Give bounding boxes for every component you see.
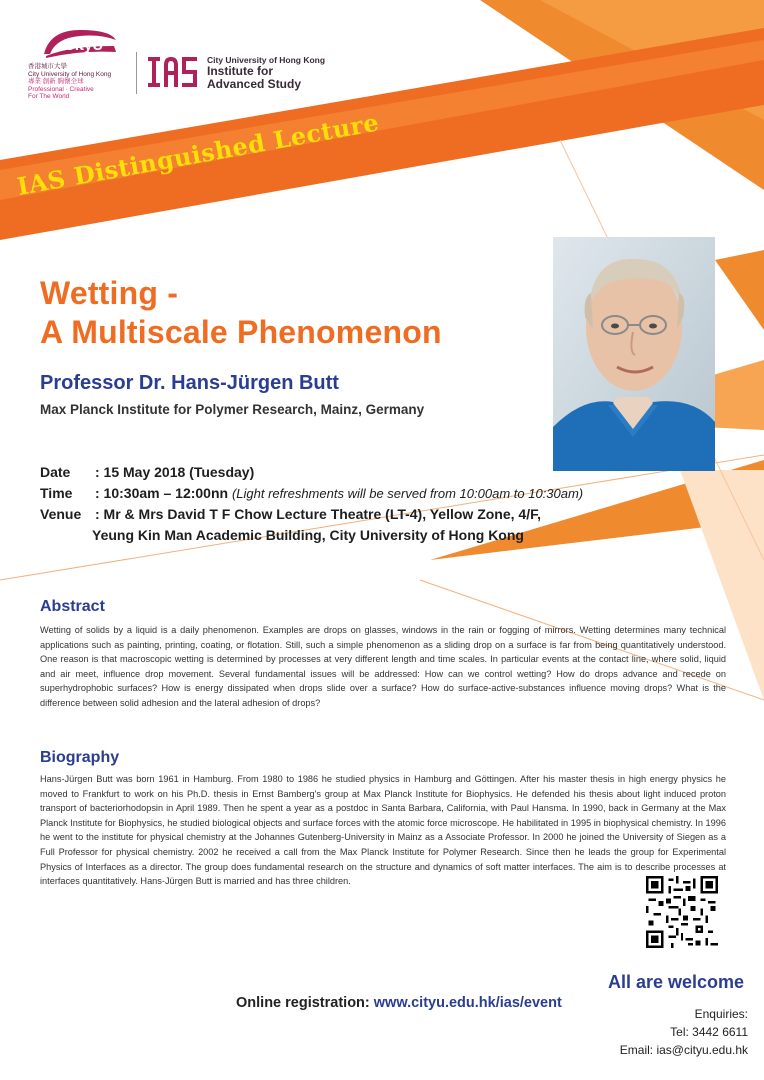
- abstract-heading: Abstract: [40, 598, 105, 615]
- venue-value: : Mr & Mrs David T F Chow Lecture Theatre (LT-4), Yellow Zone, 4/F,: [95, 506, 541, 522]
- logo-divider: [136, 52, 137, 94]
- venue-line2: Yeung Kin Man Academic Building, City University of Hong Kong: [92, 527, 524, 543]
- cityu-chinese: 香港城市大學: [28, 63, 67, 70]
- date-row: [40, 462, 583, 483]
- enquiries-email[interactable]: Email: ias@cityu.edu.hk: [619, 1043, 748, 1057]
- ias-line2: Institute for: [207, 64, 273, 78]
- cityu-english: City University of Hong Kong: [28, 70, 112, 78]
- time-value: : 10:30am – 12:00nn: [95, 485, 229, 501]
- registration-label: Online registration:: [236, 995, 370, 1011]
- venue-label: Venue: [40, 506, 82, 522]
- enquiries-tel: Tel: 3442 6611: [670, 1025, 748, 1039]
- banner-title: IAS Distinguished Lecture: [14, 107, 382, 201]
- biography-text: Hans-Jürgen Butt was born 1961 in Hamburg. From 1980 to 1986 he studied physics in Hamburg and Göttingen. After his master thesis in high energy physics he moved to Frankfurt to work on his Ph.D. thesis in Ernst Bamberg's group at Max Planck Institute for Biophysics. He defended his thesis about light induced proton transport of bacteriorhodopsin in April 1989. Then he spent a year as a postdoc in Santa Barbara, California, with Paul Hansma. In 1990, back in Germany at the Max Planck Institute for Biophysics, he studied biological objects and surface forces with the atomic force microscope. He habilitated in 1995 in biophysical chemistry. In 1996 he went to the institute for physical chemistry at the Johannes Gutenberg-University in Mainz as a Associate Professor. In 2000 he joined the University of Siegen as a Full Professor for physical chemistry. 2002 he received a call from the Max Planck Institute for Polymer Research. Since then he leads the group for Experimental Physics of Interfaces as a director. The group does fundamental research on the structure and dynamics of soft matter interfaces. The aim is to describe processes at interfaces quantitatively. Hans-Jürgen Butt is married and has three children.: [40, 774, 726, 887]
- enquiries-block: [620, 1005, 748, 1059]
- ias-line1: City University of Hong Kong: [207, 55, 326, 65]
- cityu-tagline-1: 專業 創新 胸懷全球: [28, 78, 84, 85]
- online-registration: [236, 995, 562, 1011]
- cityu-tagline-3: For The World: [28, 93, 70, 100]
- speaker-name: Professor Dr. Hans-Jürgen Butt: [40, 372, 339, 394]
- time-note: (Light refreshments will be served from 10:00am to 10:30am): [231, 486, 584, 501]
- event-details: [40, 462, 583, 546]
- venue-row: [40, 504, 583, 525]
- ias-line3: Advanced Study: [207, 77, 302, 91]
- cityu-logo-icon: [40, 26, 120, 58]
- cityu-wordmark: [28, 63, 111, 101]
- enquiries-label: Enquiries:: [694, 1007, 748, 1021]
- ias-logo-icon: [147, 55, 199, 89]
- title-line2: A Multiscale Phenomenon: [40, 314, 442, 350]
- registration-link[interactable]: www.cityu.edu.hk/ias/event: [373, 995, 562, 1011]
- biography-heading: Biography: [40, 749, 120, 766]
- time-row: [40, 483, 583, 504]
- speaker-affiliation: Max Planck Institute for Polymer Research, Mainz, Germany: [40, 402, 425, 417]
- title-line1: Wetting -: [40, 275, 179, 311]
- date-value: : 15 May 2018 (Tuesday): [95, 464, 255, 480]
- cityu-tagline-2: Professional · Creative: [28, 85, 94, 93]
- ias-name: [207, 55, 325, 91]
- speaker-photo: [553, 237, 715, 471]
- welcome-text: All are welcome: [608, 972, 745, 992]
- time-label: Time: [40, 485, 73, 501]
- qr-code-icon[interactable]: [646, 876, 718, 948]
- abstract-text: Wetting of solids by a liquid is a daily phenomenon. Examples are drops on glasses, windows in the rain or fogging of mirrors. Wetting determines many technical applications such as painting, printing, coating, or flotation. Still, such a simple phenomenon as a sliding drop on a surface is far from being quantitatively understood. One reason is that macroscopic wetting is determined by processes at very different length and time scales. In particular events at the contact line, where solid, liquid and air meet, influence drop movement. Several fundamental issues will be addressed: How can we control wetting? How do drops advance and recede on superhydrophobic surfaces? How is energy dissipated when drops slide over a surface? How do surface-active-substances influence moving drops? What is the difference between solid adhesion and the lateral adhesion of drops?: [40, 625, 726, 708]
- cityu-logo-text: CityU: [64, 37, 104, 54]
- date-label: Date: [40, 464, 71, 480]
- lecture-title: [40, 274, 442, 352]
